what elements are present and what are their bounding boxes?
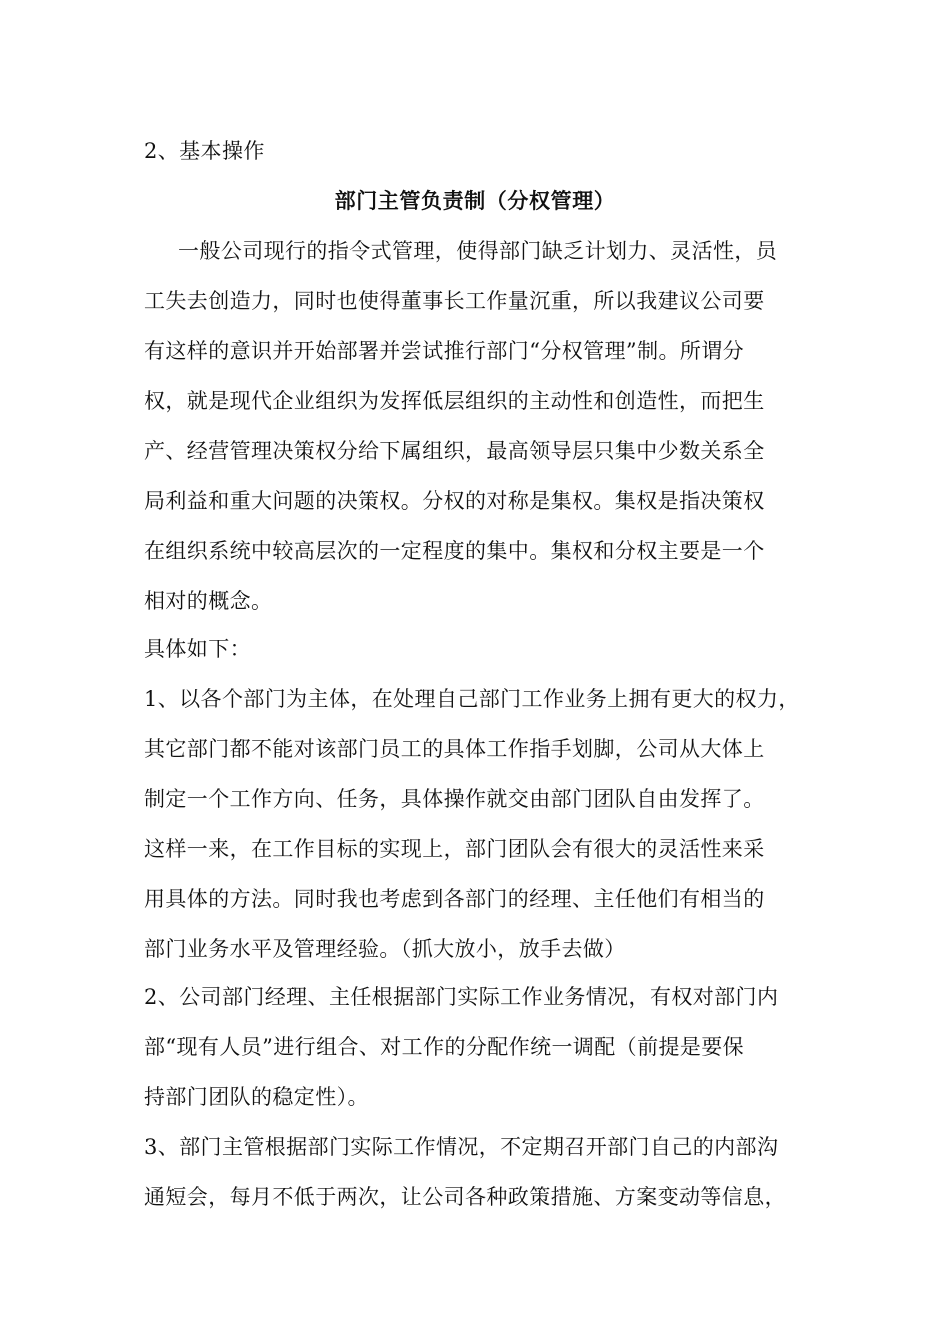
paragraph-line: 产、经营管理决策权分给下属组织，最高领导层只集中少数关系全 xyxy=(144,439,765,463)
section-heading: 2、基本操作 xyxy=(144,139,265,163)
paragraph-line: 用具体的方法。同时我也考虑到各部门的经理、主任他们有相当的 xyxy=(144,887,765,911)
paragraph-line: 1、以各个部门为主体，在处理自己部门工作业务上拥有更大的权力， xyxy=(144,687,800,711)
paragraph-line: 3、部门主管根据部门实际工作情况，不定期召开部门自己的内部沟 xyxy=(144,1135,779,1159)
document-title: 部门主管负责制（分权管理） xyxy=(334,188,616,213)
paragraph-line: 有这样的意识并开始部署并尝试推行部门“分权管理”制。所谓分 xyxy=(144,339,745,363)
paragraph-line: 工失去创造力，同时也使得董事长工作量沉重，所以我建议公司要 xyxy=(144,289,765,313)
paragraph-line: 其它部门都不能对该部门员工的具体工作指手划脚，公司从大体上 xyxy=(144,737,765,761)
detail-label: 具体如下： xyxy=(144,637,251,661)
paragraph-line: 这样一来，在工作目标的实现上，部门团队会有很大的灵活性来采 xyxy=(144,837,765,861)
paragraph-line: 权，就是现代企业组织为发挥低层组织的主动性和创造性，而把生 xyxy=(144,389,765,413)
paragraph-line: 部“现有人员”进行组合、对工作的分配作统一调配（前提是要保 xyxy=(144,1035,745,1059)
paragraph-line: 持部门团队的稳定性）。 xyxy=(144,1085,369,1109)
paragraph-line: 一般公司现行的指令式管理，使得部门缺乏计划力、灵活性，员 xyxy=(178,239,778,263)
paragraph-line: 部门业务水平及管理经验。（抓大放小，放手去做） xyxy=(144,937,626,961)
paragraph-line: 在组织系统中较高层次的一定程度的集中。集权和分权主要是一个 xyxy=(144,539,765,563)
paragraph-line: 制定一个工作方向、任务，具体操作就交由部门团队自由发挥了。 xyxy=(144,787,765,811)
paragraph-line: 局利益和重大问题的决策权。分权的对称是集权。集权是指决策权 xyxy=(144,489,765,513)
paragraph-line: 通短会，每月不低于两次，让公司各种政策措施、方案变动等信息， xyxy=(144,1185,786,1209)
paragraph-line: 2、公司部门经理、主任根据部门实际工作业务情况，有权对部门内 xyxy=(144,985,779,1009)
paragraph-line: 相对的概念。 xyxy=(144,589,273,613)
